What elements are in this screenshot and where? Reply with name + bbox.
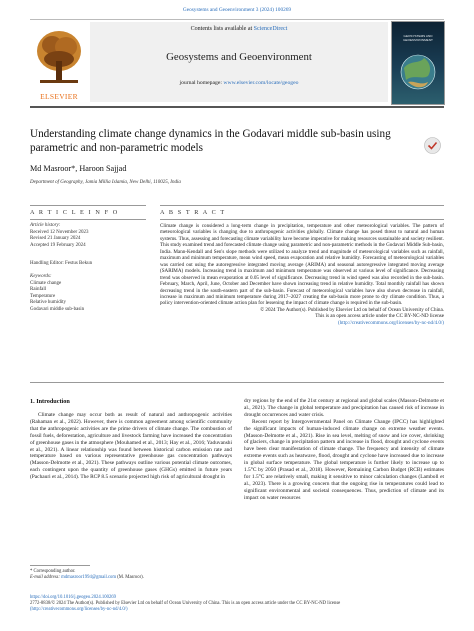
- abstract-body: [160, 223, 444, 326]
- intro-right-column: [244, 398, 444, 502]
- homepage-prefix: journal homepage:: [179, 80, 224, 86]
- cover-globe-icon: [398, 50, 438, 96]
- keywords-block: [30, 274, 146, 313]
- journal-reference[interactable]: Geosystems and Geoenvironment 3 (2024) 100269: [182, 7, 292, 13]
- footer-license-line: 2772-8838/© 2024 The Author(s). Published by Elsevier Ltd on behalf of Ocean University of China. This is an open access article under the CC BY-NC-ND license: [30, 601, 341, 606]
- abstract-heading: A B S T R A C T: [160, 209, 226, 216]
- elsevier-tree-logo: [32, 25, 86, 89]
- abstract-text: Climate change is considered a long-term change in precipitation, temperature and other meteorological variables. The pattern of meteorological variables is changing due to anthropogenic activities globally. Climate change has posed threat to natural and human systems. Thus, assessing and forecasting climate variability have become imperative for making resources sustainable and society resilient. This study examined trend and forecasted climate change using parametric and non-parametric methods in the Godavari Middle Sub-basin, India. Mann-Kendall and Sen's slope methods were utilized to analyze trend and magnitude of meteorological variables such as rainfall, maximum and minimum temperature, mean wind speed, mean evaporation and relative humidity. Forecasting of meteorological variables was carried out using the autoregressive integrated moving average (ARIMA) and seasonal autoregressive integrated moving average (SARIMA) models. Increasing trend in maximum and minimum temperature was observed at various level of significance. Decreasing trend was observed in mean evaporation at 0.05 level of significance. Decreasing trend in wind speed was also recorded in the sub-basin. February, March, April, June, October and December have shown increasing trend in relative humidity. Total monthly rainfall has shown decreasing trend in the south-eastern part of the sub-basin. Forecast of meteorological variables have also shown decrease in rainfall, increase in maximum and minimum temperature during 2017–2027 creating the sub-basin more prone to dry climate condition. Thus, a policy intervention-oriented climate action plan for lessening the impact of climate change is required in the sub-basin.: [160, 223, 444, 307]
- publisher-wordmark: ELSEVIER: [40, 92, 78, 101]
- footer-license-link[interactable]: (http://creativecommons.org/licenses/by-nc-nd/4.0/): [30, 607, 128, 612]
- keyword-item: Temperature: [30, 293, 56, 299]
- abstract-license: This is an open access article under the CC BY-NC-ND license: [315, 313, 444, 320]
- page-footer: [30, 595, 444, 613]
- abstract-bottom-rule: [30, 382, 444, 383]
- homepage-link[interactable]: www.elsevier.com/locate/geogeo: [223, 80, 299, 86]
- sciencedirect-link[interactable]: ScienceDirect: [253, 26, 288, 32]
- keyword-item: Relative humidity: [30, 300, 66, 305]
- intro-right-text-1: dry regions by the end of the 21st century at regional and global scales (Masson-Delmotte et al., 2021). The change in global temperature and precipitation has caused risk of increase in drought occurrences and water crisis.: [244, 398, 444, 418]
- cover-title: GEOSYSTEMS AND GEOENVIRONMENT: [403, 34, 433, 42]
- article-title: Understanding climate change dynamics in the Godavari middle sub-basin using parametric and non-parametric models: [30, 128, 391, 154]
- keywords-label: Keywords:: [30, 274, 52, 279]
- footnote: [30, 569, 144, 581]
- keyword-item: Climate change: [30, 280, 62, 286]
- abstract-top-rule: [160, 205, 444, 206]
- journal-title: Geosystems and Geoenvironment: [166, 51, 312, 63]
- journal-cover[interactable]: [391, 21, 445, 105]
- keyword-item: Godavari middle sub-basin: [30, 306, 85, 312]
- abstract-license-link[interactable]: (http://creativecommons.org/licenses/by-nc-nd/4.0/): [338, 319, 444, 326]
- doi-link[interactable]: https://doi.org/10.1016/j.geogeo.2024.100269: [30, 595, 116, 600]
- footnote-rule: [30, 565, 90, 566]
- intro-left-column: [30, 412, 232, 481]
- check-for-updates-icon[interactable]: [424, 137, 441, 154]
- homepage-line: [90, 80, 388, 86]
- affiliation: Department of Geography, Jamia Millia Islamia, New Delhi, 110025, India: [30, 180, 181, 185]
- abstract-copyright: © 2024 The Author(s). Published by Elsevier Ltd on behalf of Ocean University of China.: [260, 306, 444, 313]
- handling-editor: Handling Editor: Festus Bekun: [30, 261, 93, 266]
- contents-prefix: Contents lists available at: [190, 26, 254, 32]
- article-info-heading: A R T I C L E I N F O: [30, 209, 119, 216]
- info-top-rule: [30, 205, 146, 206]
- authors: Md Masroor*, Haroon Sajjad: [30, 164, 127, 173]
- history-label: Article history:: [30, 223, 61, 228]
- abstract-heading-rule: [160, 219, 444, 220]
- contents-line: [90, 26, 388, 32]
- author-email-link[interactable]: mdmasroor1994@gmail.com: [61, 575, 117, 580]
- email-suffix: (M. Masroor).: [116, 575, 144, 580]
- intro-left-text: Climate change may occur both as result of natural and anthropogenic activities (Rahaman et al., 2022). However, there is common agreement among scientific community that the anthropogenic activities are the prime drivers of climate change. The combustion of fossil fuels, deforestation, agriculture and livestock farming have increased the concentration of greenhouse gases in the atmosphere (Mouhamed et al., 2013; Hay et al., 2016; Yaduvanshi et al., 2021). A linear relationship was found between historical carbon emission rate and temperature based on various representative greenhouse gas concentration pathways (Masson-Delmotte et al., 2021). These pathways outline various potential climate outcomes, each contingent upon the quantity of greenhouse gases (GHGs) emitted in future years (Pachauri et al., 2014). The RCP 8.5 scenario projected high risk of agricultural drought in: [30, 412, 232, 481]
- corresponding-author-note: * Corresponding author.: [30, 569, 76, 574]
- info-heading-rule: [30, 219, 146, 220]
- history-accepted: Accepted 19 February 2024: [30, 242, 86, 248]
- keyword-item: Rainfall: [30, 287, 47, 292]
- intro-right-text-2: Recent report by Intergovernmental Panel on Climate Change (IPCC) has highlighted the significant impacts of human-induced climate change on extreme weather events. (Masson-Delmotte et al., 2021). Rise in sea level, melting of snow and ice cover, shrinking of glaciers, change in precipitation pattern and increase in flood, drought and cyclone events have been clear manifestation of climate change. The frequency and intensity of climate extreme events such as heatwave, flood, drought and cyclone have increased due to increase in global surface temperature. The global temperature is further likely to increase up to 1.5°C by 2050 (Prasad et al., 2018). However, Remaining Carbon Budget (RCB) estimates for 1.5°C are relatively small, making it sensitive to minor calculation changes (Lamboll et al., 2023). There is a growing concern that the ongoing rise in temperatures could lead to significant environmental and societal consequences. Thus, prediction of climate and its impact on water resources: [244, 418, 444, 501]
- email-label: E-mail address:: [30, 575, 62, 580]
- article-history: [30, 223, 146, 249]
- history-received: Received 12 November 2023: [30, 229, 89, 235]
- section-heading-introduction: 1. Introduction: [30, 398, 70, 405]
- history-revised: Revised 21 January 2024: [30, 236, 81, 241]
